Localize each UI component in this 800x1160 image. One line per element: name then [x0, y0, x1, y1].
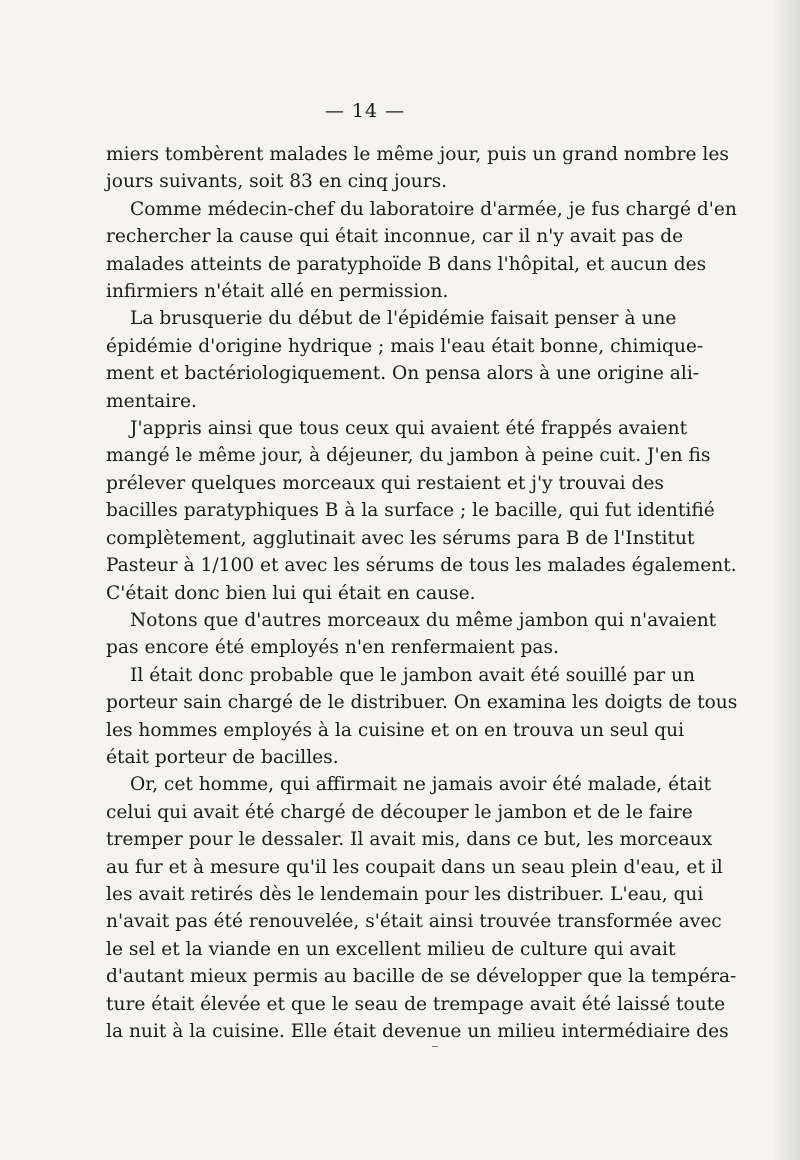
text-line: la nuit à la cuisine. Elle était devenue un milieu intermédiaire des — [106, 1021, 729, 1042]
text-line: ture était élevée et que le seau de trempage avait été laissé toute — [106, 993, 726, 1015]
body-text — [106, 141, 738, 1045]
text-line: Notons que d'autres morceaux du même jambon qui n'avaient — [130, 609, 717, 631]
print-speck — [432, 1046, 438, 1047]
text-line: ment et bactériologiquement. On pensa alors à une origine ali- — [106, 363, 700, 385]
text-line: bacilles paratyphiques B à la surface ; le bacille, qui fut identifié — [106, 500, 715, 522]
text-line: pas encore été employés n'en renfermaient pas. — [106, 637, 559, 659]
text-line: La brusquerie du début de l'épidémie faisait penser à une — [130, 308, 677, 330]
text-line: Comme médecin-chef du laboratoire d'armée, je fus chargé d'en — [130, 198, 737, 220]
text-line: infirmiers n'était allé en permission. — [106, 281, 449, 303]
text-line: mangé le même jour, à déjeuner, du jambon à peine cuit. J'en fis — [106, 445, 711, 467]
text-line: le sel et la viande en un excellent milieu de culture qui avait — [106, 938, 676, 960]
text-line: épidémie d'origine hydrique ; mais l'eau était bonne, chimique- — [106, 335, 704, 357]
text-line: les hommes employés à la cuisine et on en trouva un seul qui — [106, 719, 685, 741]
text-line: C'était donc bien lui qui était en cause. — [106, 582, 476, 604]
text-line: porteur sain chargé de le distribuer. On examina les doigts de tous — [106, 692, 738, 714]
text-line: malades atteints de paratyphoïde B dans l'hôpital, et aucun des — [106, 253, 707, 275]
text-line: tremper pour le dessaler. Il avait mis, dans ce but, les morceaux — [106, 829, 713, 851]
text-line: Pasteur à 1/100 et avec les sérums de tous les malades également. — [106, 555, 737, 577]
text-line: Il était donc probable que le jambon avait été souillé par un — [130, 664, 695, 686]
text-line: miers tombèrent malades le même jour, puis un grand nombre les — [106, 144, 729, 165]
page-number: — 14 — — [324, 100, 406, 122]
text-line: les avait retirés dès le lendemain pour les distribuer. L'eau, qui — [106, 883, 704, 905]
text-line: jours suivants, soit 83 en cinq jours. — [106, 171, 448, 193]
scan-shadow-edge — [772, 0, 800, 1160]
text-line: n'avait pas été renouvelée, s'était ainsi trouvée transformée avec — [106, 911, 722, 933]
text-line: celui qui avait été chargé de découper le jambon et de le faire — [106, 801, 693, 823]
text-line: mentaire. — [106, 390, 197, 412]
text-line: était porteur de bacilles. — [106, 746, 339, 768]
text-line: J'appris ainsi que tous ceux qui avaient été frappés avaient — [130, 418, 688, 440]
text-line: rechercher la cause qui était inconnue, car il n'y avait pas de — [106, 226, 684, 248]
text-line: complètement, agglutinait avec les sérums para B de l'Institut — [106, 527, 695, 549]
text-line: au fur et à mesure qu'il les coupait dans un seau plein d'eau, et il — [106, 856, 723, 878]
text-line: Or, cet homme, qui affirmait ne jamais avoir été malade, était — [130, 774, 712, 796]
text-line: d'autant mieux permis au bacille de se développer que la tempéra- — [106, 966, 737, 988]
text-line: prélever quelques morceaux qui restaient et j'y trouvai des — [106, 472, 664, 494]
